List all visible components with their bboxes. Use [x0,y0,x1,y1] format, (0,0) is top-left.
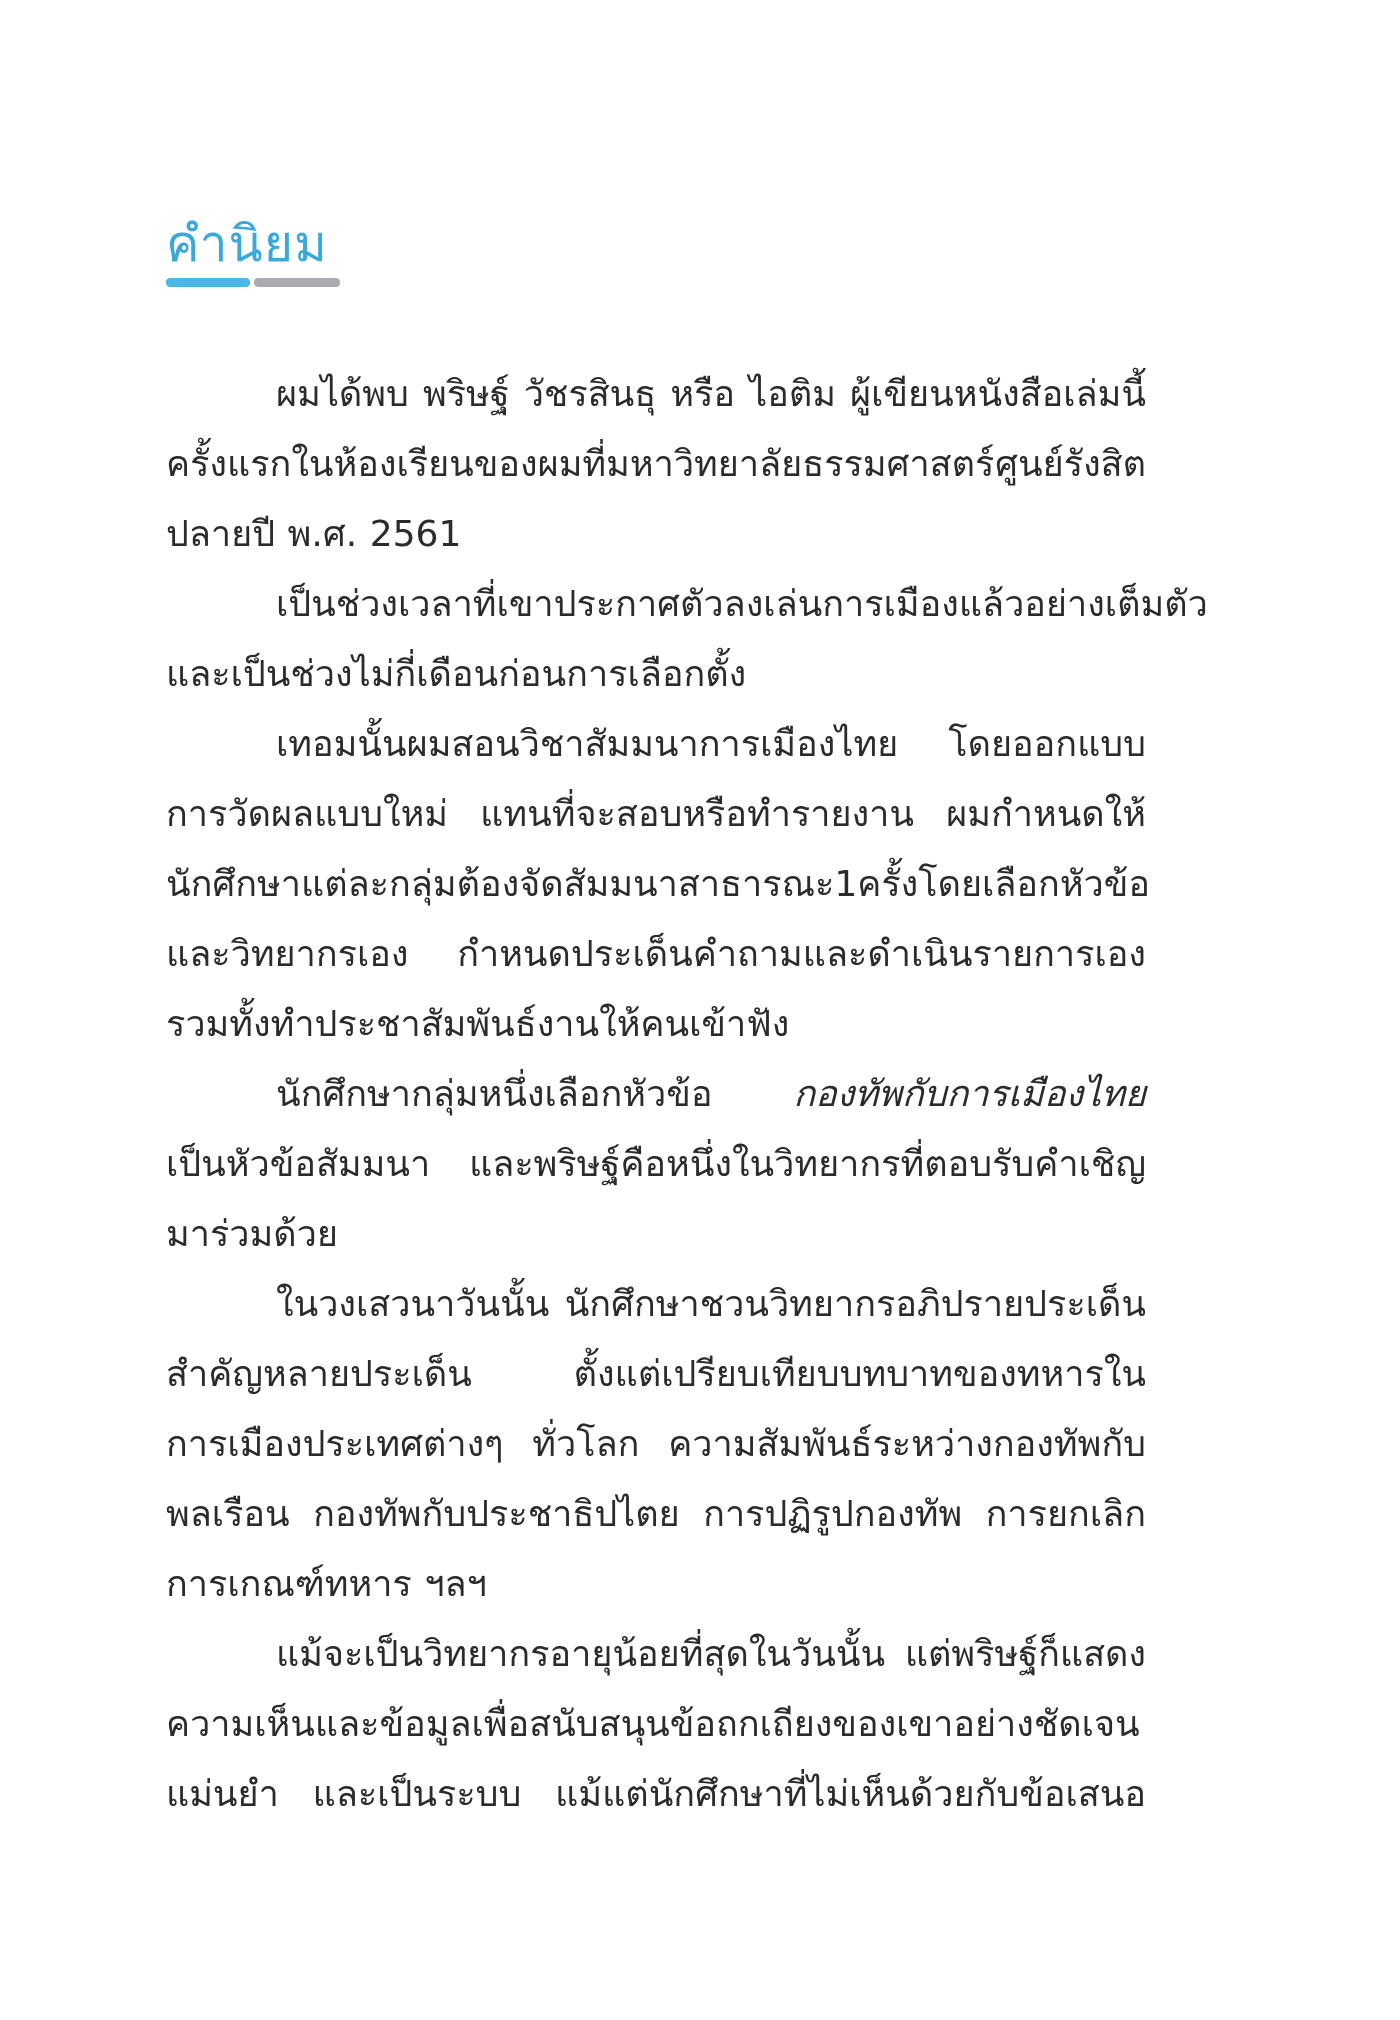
body-text [166,360,1208,1830]
text-word: และเป็นระบบ [312,1774,522,1815]
text-word: วัชรสินธุ [523,374,657,415]
text-word: ตั้งแต่เปรียบเทียบบทบาทของทหารใน [573,1354,1146,1395]
text-word: กองทัพกับการเมืองไทย [793,1074,1146,1115]
text-word: การเกณฑ์ทหาร [166,1564,412,1605]
text-word: ฯลฯ [424,1564,487,1605]
text-word: การวัดผลแบบใหม่ [166,794,449,835]
text-line [166,990,1146,1060]
text-word: ความเห็นและข้อมูลเพื่อสนับสนุนข้อถกเถียงของเขาอย่างชัดเจน [166,1704,1140,1745]
text-word: ผมกำหนดให้ [946,794,1146,835]
text-word: พ.ศ. [287,514,358,555]
text-word: หรือ [670,374,736,415]
text-word: โดยออกแบบ [948,724,1146,765]
text-word: ผู้เขียนหนังสือเล่มนี้ [850,374,1146,415]
text-word: นักศึกษาชวนวิทยากรอภิปรายประเด็น [564,1284,1146,1325]
text-line [166,850,1151,920]
text-word: ครั้งแรกในห้องเรียนของผมที่มหาวิทยาลัยธรรมศาสตร์ [166,444,995,485]
text-word: การปฏิรูปกองทัพ [703,1494,963,1535]
text-line [166,430,1146,500]
text-line [166,1690,1146,1760]
text-word: พริษฐ์ [422,374,510,415]
text-line [166,1480,1146,1550]
text-word: เป็นช่วงเวลาที่เขาประกาศตัวลงเล่นการเมืองแล้วอย่างเต็มตัว [276,584,1208,625]
text-word: และพริษฐ์คือหนึ่งในวิทยากรที่ตอบรับคำเชิญ [469,1144,1146,1185]
text-word: 1 [834,864,858,905]
text-word: แม่นยำ [166,1774,279,1815]
text-line [166,1200,1146,1270]
underline-gray-segment [254,278,340,287]
text-word: ครั้ง [857,864,919,905]
text-line [166,710,1146,780]
text-line [166,1620,1146,1690]
text-word: นักศึกษากลุ่มหนึ่งเลือกหัวข้อ [276,1074,713,1115]
text-word: การเมืองประเทศต่างๆ [166,1424,504,1465]
text-line [166,570,1208,640]
text-word: แม้จะเป็นวิทยากรอายุน้อยที่สุดในวันนั้น [276,1634,886,1675]
text-word: และเป็นช่วงไม่กี่เดือนก่อนการเลือกตั้ง [166,654,747,695]
text-word: แม้แต่นักศึกษาที่ไม่เห็นด้วยกับข้อเสนอ [555,1774,1146,1815]
text-word: การยกเลิก [985,1494,1146,1535]
text-word: กำหนดประเด็นคำถามและดำเนินรายการเอง [457,934,1146,975]
text-line [166,1060,1146,1130]
text-word: พลเรือน [166,1494,290,1535]
text-word: เทอมนั้นผมสอนวิชาสัมมนาการเมืองไทย [276,724,899,765]
text-word: ความสัมพันธ์ระหว่างกองทัพกับ [668,1424,1146,1465]
text-line [166,1760,1146,1830]
text-word: 2561 [369,514,462,555]
text-line [166,1130,1146,1200]
text-line [166,920,1146,990]
text-line [166,1550,1146,1620]
underline-blue-segment [166,278,250,287]
text-word: แทนที่จะสอบหรือทำรายงาน [480,794,914,835]
text-word: นักศึกษาแต่ละกลุ่มต้องจัดสัมมนาสาธารณะ [166,864,835,905]
text-word: แต่พริษฐ์ก็แสดง [904,1634,1146,1675]
text-word: ปลายปี [166,514,276,555]
text-line [166,500,1146,570]
text-line [166,1410,1146,1480]
text-word: มาร่วมด้วย [166,1214,338,1255]
text-line [166,640,1146,710]
title-underline [166,278,340,287]
text-word: ในวงเสวนาวันนั้น [276,1284,550,1325]
text-word: เป็นหัวข้อสัมมนา [166,1144,431,1185]
text-word: ทั่วโลก [532,1424,640,1465]
text-word: สำคัญหลายประเด็น [166,1354,472,1395]
text-word: โดยเลือกหัวข้อ [918,864,1151,905]
text-line [166,1270,1146,1340]
text-word: กองทัพกับประชาธิปไตย [313,1494,680,1535]
text-line [166,780,1146,850]
text-word: ศูนย์รังสิต [995,444,1146,485]
text-word: ผมได้พบ [276,374,409,415]
page-title: คำนิยม [166,215,328,273]
text-line [166,360,1146,430]
text-word: รวมทั้งทำประชาสัมพันธ์งานให้คนเข้าฟัง [166,1004,790,1045]
text-word: และวิทยากรเอง [166,934,409,975]
text-line [166,1340,1146,1410]
text-word: ไอติม [749,374,836,415]
